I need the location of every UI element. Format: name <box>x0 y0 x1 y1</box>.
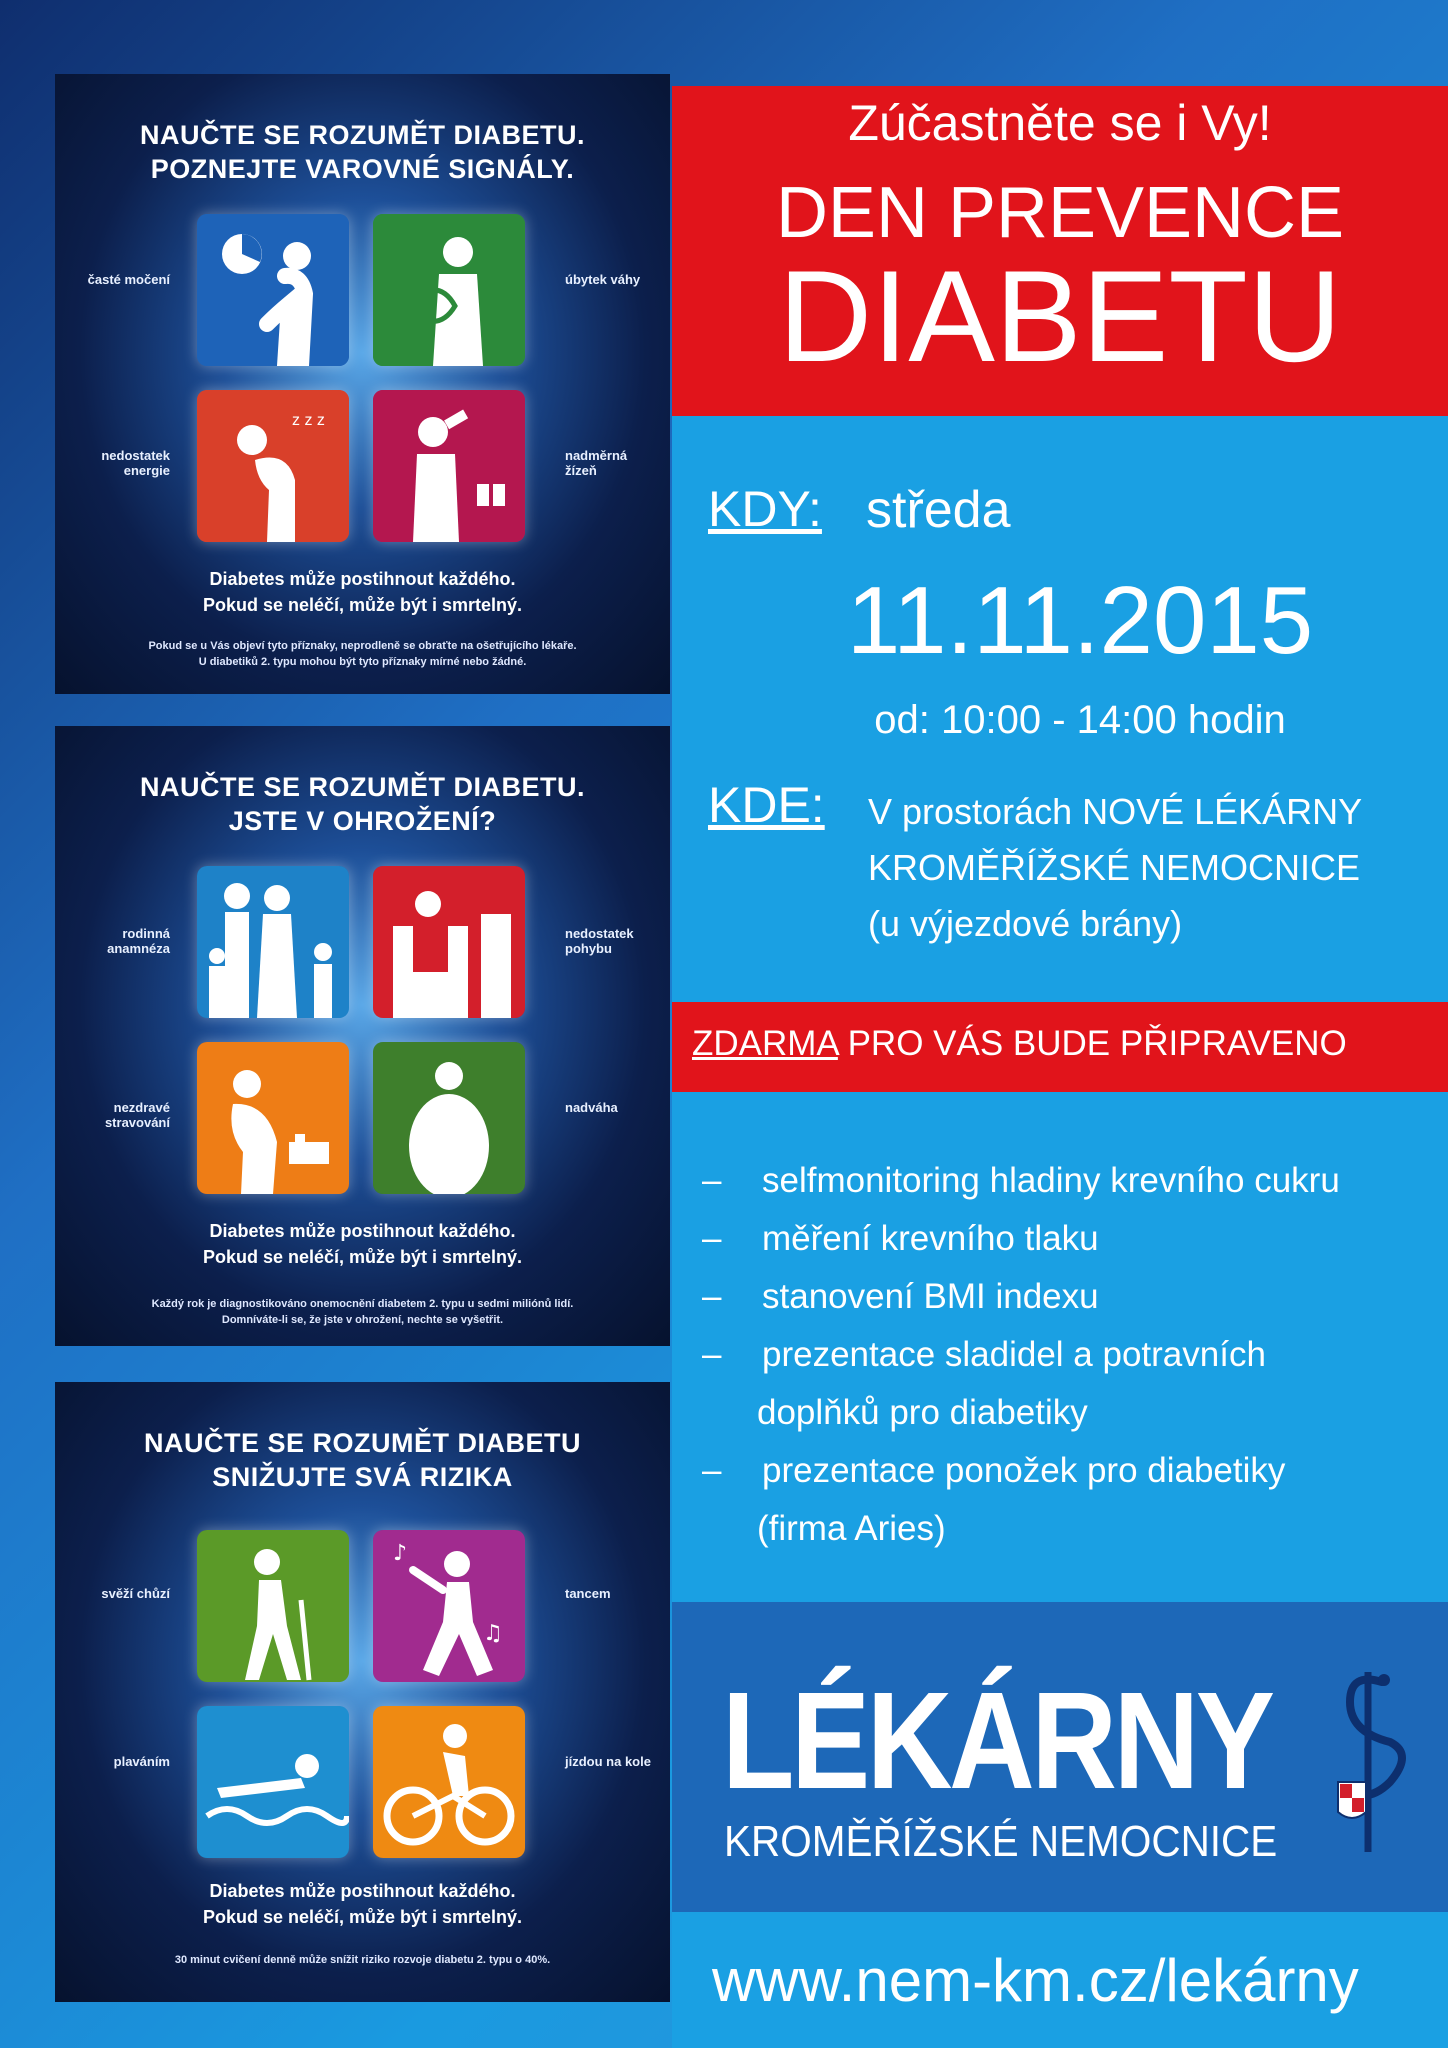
list-item-continuation: (firma Aries) <box>757 1509 946 1548</box>
tile-grid <box>197 1530 527 1860</box>
list-item: – selfmonitoring hladiny krevního cukru <box>702 1161 1340 1200</box>
tile-label: rodinná anamnéza <box>107 926 170 956</box>
thirst-figure-icon <box>373 390 525 542</box>
when-label: KDY: <box>708 481 822 537</box>
list-item: – měření krevního tlaku <box>702 1219 1099 1258</box>
where-address: V prostorách NOVÉ LÉKÁRNY KROMĚŘÍŽSKÉ NEMOCNICE (u výjezdové brány) <box>868 791 1363 944</box>
info-panel-risk-factors <box>55 726 670 1346</box>
serpent-staff-icon <box>1310 1662 1420 1862</box>
tile-label: časté močení <box>87 272 170 287</box>
list-item: – stanovení BMI indexu <box>702 1277 1099 1316</box>
swimming-figure-icon <box>197 1706 349 1858</box>
event-time: od: 10:00 - 14:00 hodin <box>874 698 1286 742</box>
tile-grid <box>197 214 527 544</box>
list-item: – prezentace sladidel a potravních <box>702 1335 1266 1374</box>
tile-label: svěží chůzí <box>101 1586 170 1601</box>
tile-label: jízdou na kole <box>565 1754 651 1769</box>
svg-text:♫: ♫ <box>483 1621 503 1646</box>
website-link[interactable]: www.nem-km.cz/lekárny <box>712 1947 1359 2014</box>
info-panel-reduce-risks <box>55 1382 670 2002</box>
tile-label: nadměrná žízeň <box>565 448 628 478</box>
pharmacy-logo <box>672 1602 1448 1912</box>
free-offer-banner <box>672 1002 1448 1092</box>
panel-title: NAUČTE SE ROZUMĚT DIABETU. JSTE V OHROŽENÍ? <box>140 772 585 836</box>
services-list <box>672 1092 1448 1602</box>
event-title-line2: DIABETU <box>778 243 1342 389</box>
panel-note: Každý rok je diagnostikováno onemocnění diabetem 2. typu u sedmi miliónů lidí. Domníváte-li se, že jste v ohrožení, nechte se vyšetřit. <box>151 1298 574 1326</box>
sitting-figure-icon <box>373 866 525 1018</box>
cycling-figure-icon <box>373 1706 525 1858</box>
urination-figure-icon <box>197 214 349 366</box>
tired-figure-icon <box>197 390 349 542</box>
tile-label: úbytek váhy <box>565 272 641 287</box>
logo-subtitle: KROMĚŘÍŽSKÉ NEMOCNICE <box>724 1817 1278 1866</box>
dancing-figure-icon <box>373 1530 525 1682</box>
free-rest: PRO VÁS BUDE PŘIPRAVENO <box>837 1024 1347 1063</box>
svg-text:z z z: z z z <box>292 412 325 429</box>
tile-label: nezdravé stravování <box>104 1100 170 1130</box>
panel-title: NAUČTE SE ROZUMĚT DIABETU SNIŽUJTE SVÁ RIZIKA <box>144 1428 581 1492</box>
tile-label: nadváha <box>565 1100 618 1115</box>
logo-name: LÉKÁRNY <box>722 1664 1272 1818</box>
hiking-figure-icon <box>197 1530 349 1682</box>
tile-label: nedostatek energie <box>101 448 170 478</box>
overweight-figure-icon <box>373 1042 525 1194</box>
panel-subtitle: Diabetes může postihnout každého. Pokud se neléčí, může být i smrtelný. <box>202 1881 523 1927</box>
panel-title: NAUČTE SE ROZUMĚT DIABETU. POZNEJTE VAROVNÉ SIGNÁLY. <box>140 120 585 184</box>
event-date: 11.11.2015 <box>846 567 1314 674</box>
info-panel-warning-signs <box>55 74 670 694</box>
when-day: středa <box>866 481 1011 539</box>
tile-label: tancem <box>565 1586 611 1601</box>
tile-label: nedostatek pohybu <box>565 926 634 956</box>
services <box>702 1152 1340 1558</box>
svg-text:♪: ♪ <box>393 1541 408 1566</box>
panel-note: 30 minut cvičení denně může snížit riziko rozvoje diabetu 2. typu o 40%. <box>174 1954 551 1966</box>
event-header <box>672 86 1448 416</box>
event-title-line1: DEN PREVENCE <box>775 173 1345 253</box>
invite-text: Zúčastněte se i Vy! <box>848 95 1272 151</box>
where-label: KDE: <box>708 777 825 833</box>
free-offer-text <box>692 1024 1347 1064</box>
panel-note: Pokud se u Vás objeví tyto příznaky, neprodleně se obraťte na ošetřujícího lékaře. U diabetiků 2. typu mohou být tyto příznaky mírné nebo žádné. <box>148 640 577 668</box>
family-icon <box>197 866 349 1018</box>
panel-subtitle: Diabetes může postihnout každého. Pokud se neléčí, může být i smrtelný. <box>202 569 523 615</box>
tile-grid <box>197 866 527 1196</box>
weight-loss-figure-icon <box>373 214 525 366</box>
list-item: – prezentace ponožek pro diabetiky <box>702 1451 1286 1490</box>
event-details <box>672 416 1448 1002</box>
panel-subtitle: Diabetes může postihnout každého. Pokud se neléčí, může být i smrtelný. <box>202 1221 523 1267</box>
tile-label: plaváním <box>113 1754 170 1769</box>
free-highlight: ZDARMA <box>692 1024 838 1063</box>
list-item-continuation: doplňků pro diabetiky <box>757 1393 1088 1432</box>
website-banner <box>672 1912 1448 2048</box>
eating-figure-icon <box>197 1042 349 1194</box>
